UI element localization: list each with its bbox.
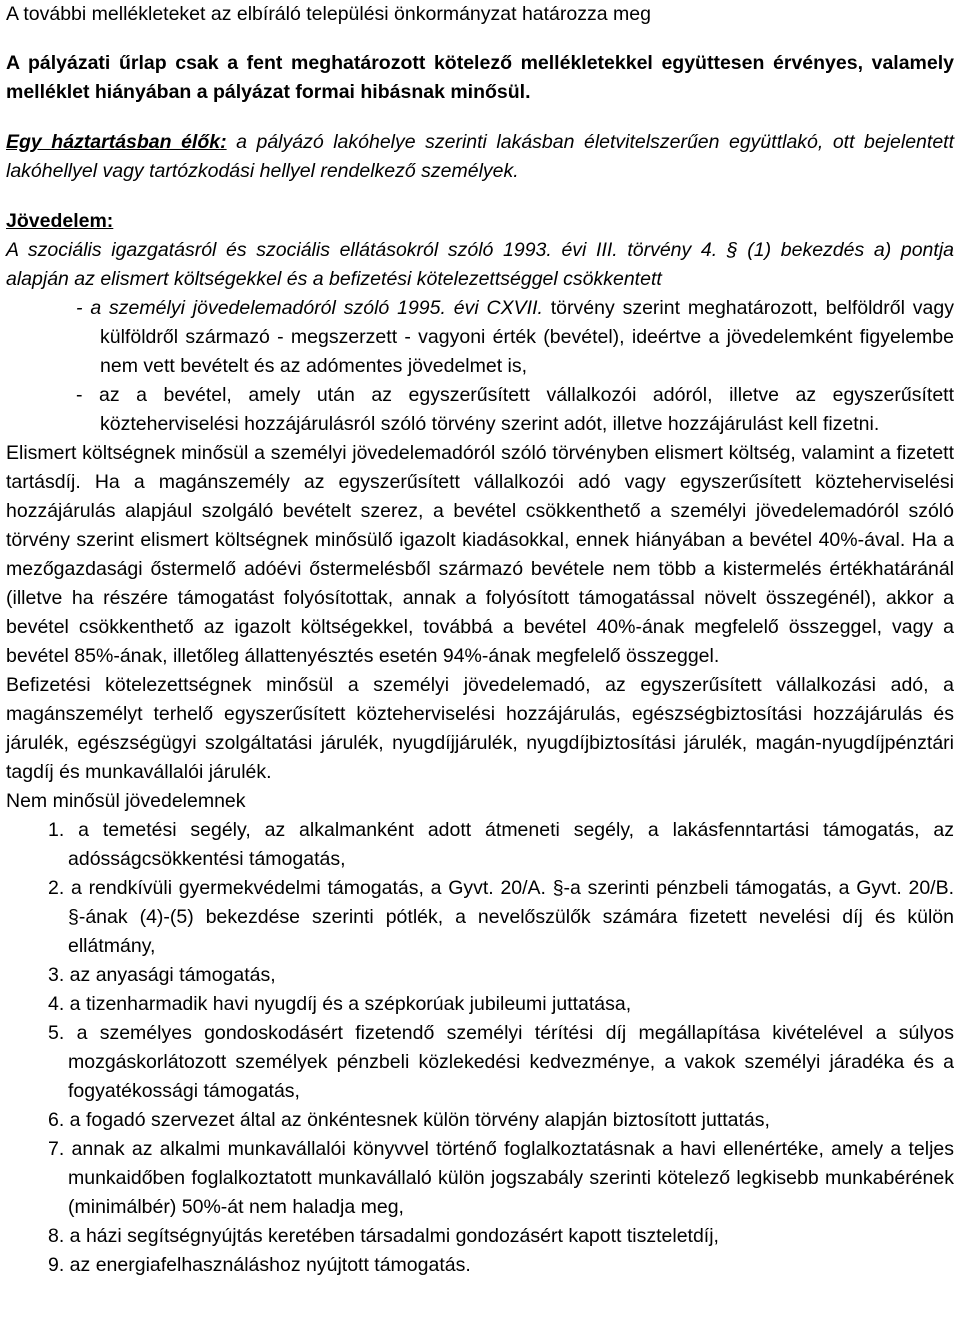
list-item (6, 1135, 954, 1222)
list-item-number: 4. (48, 993, 65, 1015)
list-item-number: 7. (48, 1138, 65, 1160)
list-item (6, 1222, 954, 1251)
list-item-text: a személyes gondoskodásért fizetendő személyi térítési díj megállapítása kivételével a súlyos mozgáskorlátozott személyek pénzbeli közlekedési kedvezménye, a vakok személyi járadéka és a fogyatékossági támogatás, (64, 1022, 954, 1102)
not-income-list (6, 816, 954, 1280)
income-term-line (6, 207, 954, 236)
list-item-text: a házi segítségnyújtás keretében társadalmi gondozásért kapott tiszteletdíj, (64, 1225, 719, 1247)
income-dash-1-rest: törvény szerint meghatározott, belföldről vagy külföldről származó - megszerzett - vagyoni érték (bevétel), ideértve a jövedelemként figyelembe nem vett bevételt és az adómentes jövedelmet is, (100, 297, 954, 377)
list-item-number: 5. (48, 1022, 65, 1044)
list-item-text: a temetési segély, az alkalmanként adott átmeneti segély, a lakásfenntartási támogatás, az adósságcsökkentési támogatás, (64, 819, 954, 870)
list-item (6, 874, 954, 961)
warning-paragraph: A pályázati űrlap csak a fent meghatározott kötelező mellékletekkel együttesen érvényes, valamely melléklet hiányában a pályázat formai hibásnak minősül. (6, 52, 954, 103)
list-item-number: 3. (48, 964, 65, 986)
list-item (6, 1106, 954, 1135)
income-dash-1-italic: - a személyi jövedelemadóról szóló 1995. évi CXVII. (76, 297, 543, 319)
list-item-text: az anyasági támogatás, (64, 964, 276, 986)
household-definition: a pályázó lakóhelye szerinti lakásban életvitelszerűen együttlakó, ott bejelentett lakóhellyel vagy tartózkodási hellyel rendelkező személyek. (6, 131, 955, 182)
list-item-text: a rendkívüli gyermekvédelmi támogatás, a Gyvt. 20/A. §-a szerinti pénzbeli támogatás, a Gyvt. 20/B. §-ának (4)-(5) bekezdése szerinti pótlék, a nevelőszülők számára fizetett nevelési díj és külön ellátmány, (64, 877, 954, 957)
list-item-text: az energiafelhasználáshoz nyújtott támogatás. (64, 1254, 471, 1276)
list-item-number: 6. (48, 1109, 65, 1131)
income-dash-1 (6, 294, 954, 381)
list-item (6, 961, 954, 990)
obligations-paragraph: Befizetési kötelezettségnek minősül a személyi jövedelemadó, az egyszerűsített vállalkozási adó, a magánszemélyt terhelő egyszerűsített közteherviselési hozzájárulás, egészségbiztosítási hozzájárulás és járulék, egészségügyi szolgáltatási járulék, nyugdíjjárulék, nyugdíjbiztosítási járulék, magán-nyugdíjpénztári tagdíj és munkavállalói járulék. (6, 674, 954, 783)
costs-paragraph: Elismert költségnek minősül a személyi jövedelemadóról szóló törvényben elismert költség, valamint a fizetett tartásdíj. Ha a magánszemély az egyszerűsített vállalkozói adó vagy egyszerűsített közteherviselési hozzájárulás alapjául szolgáló bevételt szerez, a bevétel csökkenthető a személyi jövedelemadóról szóló törvény szerint elismert költségnek minősülő igazolt kiadásokkal, ennek hiányában a bevétel 40%-ával. Ha a mezőgazdasági őstermelő adóévi őstermelésből származó bevétele nem több a kistermelés értékhatáránál (illetve ha részére támogatást folyósítottak, annak a folyósított támogatással növelt összegénél), akkor a bevétel csökkenthető az igazolt költségekkel, továbbá a bevétel 40%-ának megfelelő összeggel, vagy a bevétel 85%-ának, illetőleg állattenyésztés esetén 94%-ának megfelelő összeggel. (6, 442, 954, 667)
list-item (6, 1019, 954, 1106)
header-line: A további mellékleteket az elbíráló települési önkormányzat határozza meg (6, 3, 651, 25)
household-paragraph (6, 128, 954, 186)
list-item-number: 8. (48, 1225, 65, 1247)
list-item (6, 990, 954, 1019)
income-intro: A szociális igazgatásról és szociális ellátásokról szóló 1993. évi III. törvény 4. § (1) bekezdés a) pontja alapján az elismert költségekkel és a befizetési kötelezettséggel csökkentett (6, 239, 954, 290)
list-item-number: 2. (48, 877, 65, 899)
income-term: Jövedelem: (6, 210, 114, 232)
income-dash-2: - az a bevétel, amely után az egyszerűsített vállalkozói adóról, illetve az egyszerűsített közteherviselési hozzájárulásról szóló törvény szerint adót, illetve hozzájárulást kell fizetni. (76, 384, 954, 435)
list-item (6, 816, 954, 874)
list-item-number: 1. (48, 819, 65, 841)
list-item-text: a tizenharmadik havi nyugdíj és a szépkorúak jubileumi juttatása, (64, 993, 632, 1015)
list-item-text: a fogadó szervezet által az önkéntesnek külön törvény alapján biztosított juttatás, (64, 1109, 770, 1131)
list-item-text: annak az alkalmi munkavállalói könyvvel történő foglalkoztatásnak a havi ellenértéke, amely a teljes munkaidőben foglalkoztatott munkavállaló külön jogszabály szerinti kötelező legkisebb munkabérének (minimálbér) 50%-át nem haladja meg, (64, 1138, 954, 1218)
list-item-number: 9. (48, 1254, 65, 1276)
list-item (6, 1251, 954, 1280)
household-term: Egy háztartásban élők: (6, 131, 227, 153)
not-income-title: Nem minősül jövedelemnek (6, 790, 246, 812)
